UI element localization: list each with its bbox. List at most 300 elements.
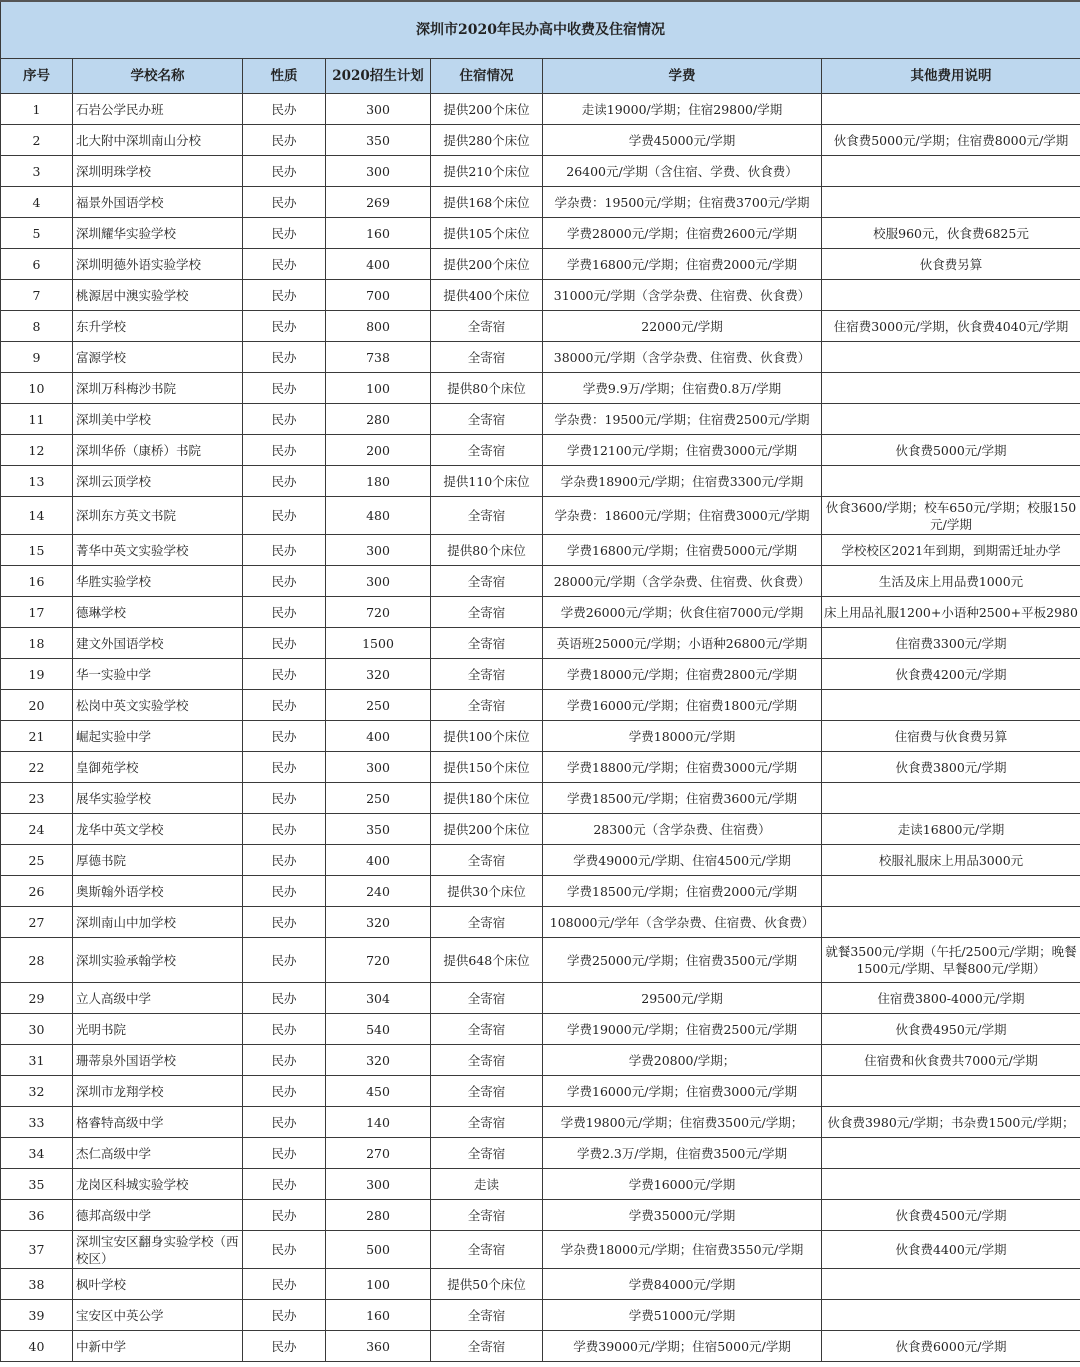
- school-type-cell: 民办: [243, 249, 326, 280]
- school-type-cell: 民办: [243, 342, 326, 373]
- tuition-cell: 学费19000元/学期；住宿费2500元/学期: [543, 1014, 822, 1045]
- tuition-cell: 学费16000元/学期；住宿费3000元/学期: [543, 1076, 822, 1107]
- school-type-cell: 民办: [243, 311, 326, 342]
- school-type-cell: 民办: [243, 1200, 326, 1231]
- table-row: [1, 1231, 1080, 1269]
- school-type-cell: 民办: [243, 125, 326, 156]
- school-type-cell: 民办: [243, 1300, 326, 1331]
- row-index-cell: 38: [1, 1269, 73, 1300]
- school-name-cell: 德琳学校: [73, 597, 243, 628]
- table-row: [1, 659, 1080, 690]
- school-name-cell: 皇御苑学校: [73, 752, 243, 783]
- enrollment-plan-cell: 320: [326, 1045, 431, 1076]
- boarding-cell: 全寄宿: [431, 1138, 543, 1169]
- row-index-cell: 22: [1, 752, 73, 783]
- tuition-cell: 26400元/学期（含住宿、学费、伙食费）: [543, 156, 822, 187]
- row-index-cell: 33: [1, 1107, 73, 1138]
- row-index-cell: 26: [1, 876, 73, 907]
- row-index-cell: 21: [1, 721, 73, 752]
- row-index-cell: 16: [1, 566, 73, 597]
- enrollment-plan-cell: 300: [326, 156, 431, 187]
- other-fees-cell: 伙食费3980元/学期；书杂费1500元/学期；: [822, 1107, 1080, 1138]
- tuition-cell: 学费18000元/学期: [543, 721, 822, 752]
- tuition-cell: 38000元/学期（含学杂费、住宿费、伙食费）: [543, 342, 822, 373]
- other-fees-cell: 伙食费4400元/学期: [822, 1231, 1080, 1269]
- tuition-cell: 学费9.9万/学期；住宿费0.8万/学期: [543, 373, 822, 404]
- tuition-cell: 学杂费：19500元/学期；住宿费2500元/学期: [543, 404, 822, 435]
- boarding-cell: 全寄宿: [431, 628, 543, 659]
- row-index-cell: 14: [1, 497, 73, 535]
- school-name-cell: 龙华中英文学校: [73, 814, 243, 845]
- boarding-cell: 提供110个床位: [431, 466, 543, 497]
- boarding-cell: 提供180个床位: [431, 783, 543, 814]
- other-fees-cell: 床上用品礼服1200+小语种2500+平板2980: [822, 597, 1080, 628]
- boarding-cell: 全寄宿: [431, 1300, 543, 1331]
- header-row: [1, 59, 1080, 94]
- table-row: [1, 466, 1080, 497]
- enrollment-plan-cell: 350: [326, 125, 431, 156]
- boarding-cell: 提供105个床位: [431, 218, 543, 249]
- other-fees-cell: 住宿费与伙食费另算: [822, 721, 1080, 752]
- row-index-cell: 19: [1, 659, 73, 690]
- school-name-cell: 菁华中英文实验学校: [73, 535, 243, 566]
- other-fees-cell: 伙食费3800元/学期: [822, 752, 1080, 783]
- tuition-cell: 学费16000元/学期；住宿费1800元/学期: [543, 690, 822, 721]
- other-fees-cell: 住宿费和伙食费共7000元/学期: [822, 1045, 1080, 1076]
- row-index-cell: 8: [1, 311, 73, 342]
- school-type-cell: 民办: [243, 466, 326, 497]
- tuition-cell: 学费18800元/学期；住宿费3000元/学期: [543, 752, 822, 783]
- table-row: [1, 721, 1080, 752]
- table-row: [1, 1107, 1080, 1138]
- boarding-cell: 提供200个床位: [431, 94, 543, 125]
- enrollment-plan-cell: 300: [326, 566, 431, 597]
- enrollment-plan-cell: 320: [326, 659, 431, 690]
- row-index-cell: 36: [1, 1200, 73, 1231]
- col-header-tuition: 学费: [543, 59, 822, 94]
- table-row: [1, 435, 1080, 466]
- tuition-cell: 学费16800元/学期；住宿费2000元/学期: [543, 249, 822, 280]
- tuition-cell: 28300元（含学杂费、住宿费）: [543, 814, 822, 845]
- row-index-cell: 24: [1, 814, 73, 845]
- school-type-cell: 民办: [243, 280, 326, 311]
- school-type-cell: 民办: [243, 535, 326, 566]
- col-header-school: 学校名称: [73, 59, 243, 94]
- school-type-cell: 民办: [243, 814, 326, 845]
- tuition-cell: 学费16000元/学期: [543, 1169, 822, 1200]
- school-name-cell: 龙岗区科城实验学校: [73, 1169, 243, 1200]
- row-index-cell: 32: [1, 1076, 73, 1107]
- enrollment-plan-cell: 140: [326, 1107, 431, 1138]
- tuition-cell: 学费25000元/学期；住宿费3500元/学期: [543, 938, 822, 983]
- table-row: [1, 125, 1080, 156]
- table-row: [1, 628, 1080, 659]
- school-type-cell: 民办: [243, 218, 326, 249]
- boarding-cell: 提供80个床位: [431, 535, 543, 566]
- row-index-cell: 15: [1, 535, 73, 566]
- enrollment-plan-cell: 300: [326, 1169, 431, 1200]
- row-index-cell: 6: [1, 249, 73, 280]
- school-name-cell: 深圳华侨（康桥）书院: [73, 435, 243, 466]
- title-row: [1, 1, 1080, 59]
- other-fees-cell: 伙食费4200元/学期: [822, 659, 1080, 690]
- table-row: [1, 280, 1080, 311]
- other-fees-cell: 伙食费6000元/学期: [822, 1331, 1080, 1362]
- boarding-cell: 提供210个床位: [431, 156, 543, 187]
- tuition-cell: 学费20800/学期；: [543, 1045, 822, 1076]
- other-fees-cell: [822, 1076, 1080, 1107]
- row-index-cell: 20: [1, 690, 73, 721]
- tuition-cell: 29500元/学期: [543, 983, 822, 1014]
- tuition-cell: 学费18500元/学期；住宿费2000元/学期: [543, 876, 822, 907]
- enrollment-plan-cell: 304: [326, 983, 431, 1014]
- school-type-cell: 民办: [243, 566, 326, 597]
- row-index-cell: 11: [1, 404, 73, 435]
- boarding-cell: 提供168个床位: [431, 187, 543, 218]
- school-name-cell: 宝安区中英公学: [73, 1300, 243, 1331]
- row-index-cell: 18: [1, 628, 73, 659]
- tuition-cell: 学费45000元/学期: [543, 125, 822, 156]
- enrollment-plan-cell: 280: [326, 1200, 431, 1231]
- school-name-cell: 展华实验学校: [73, 783, 243, 814]
- table-body: [1, 94, 1080, 1362]
- other-fees-cell: 住宿费3000元/学期，伙食费4040元/学期: [822, 311, 1080, 342]
- other-fees-cell: 伙食3600/学期；校车650元/学期；校服150元/学期: [822, 497, 1080, 535]
- enrollment-plan-cell: 280: [326, 404, 431, 435]
- enrollment-plan-cell: 1500: [326, 628, 431, 659]
- table-row: [1, 342, 1080, 373]
- table-row: [1, 1300, 1080, 1331]
- enrollment-plan-cell: 450: [326, 1076, 431, 1107]
- school-type-cell: 民办: [243, 659, 326, 690]
- tuition-cell: 学杂费18900元/学期；住宿费3300元/学期: [543, 466, 822, 497]
- enrollment-plan-cell: 360: [326, 1331, 431, 1362]
- row-index-cell: 10: [1, 373, 73, 404]
- school-name-cell: 格睿特高级中学: [73, 1107, 243, 1138]
- tuition-cell: 108000元/学年（含学杂费、住宿费、伙食费）: [543, 907, 822, 938]
- enrollment-plan-cell: 800: [326, 311, 431, 342]
- school-name-cell: 松岗中英文实验学校: [73, 690, 243, 721]
- enrollment-plan-cell: 180: [326, 466, 431, 497]
- school-name-cell: 崛起实验中学: [73, 721, 243, 752]
- school-type-cell: 民办: [243, 907, 326, 938]
- other-fees-cell: 伙食费4950元/学期: [822, 1014, 1080, 1045]
- school-name-cell: 枫叶学校: [73, 1269, 243, 1300]
- tuition-cell: 学费84000元/学期: [543, 1269, 822, 1300]
- enrollment-plan-cell: 720: [326, 597, 431, 628]
- school-type-cell: 民办: [243, 783, 326, 814]
- school-name-cell: 深圳宝安区翻身实验学校（西校区）: [73, 1231, 243, 1269]
- other-fees-cell: 伙食费5000元/学期: [822, 435, 1080, 466]
- school-type-cell: 民办: [243, 94, 326, 125]
- row-index-cell: 30: [1, 1014, 73, 1045]
- row-index-cell: 39: [1, 1300, 73, 1331]
- school-name-cell: 深圳云顶学校: [73, 466, 243, 497]
- school-type-cell: 民办: [243, 628, 326, 659]
- enrollment-plan-cell: 270: [326, 1138, 431, 1169]
- table-row: [1, 156, 1080, 187]
- table-row: [1, 1138, 1080, 1169]
- enrollment-plan-cell: 400: [326, 249, 431, 280]
- row-index-cell: 40: [1, 1331, 73, 1362]
- other-fees-cell: 伙食费5000元/学期；住宿费8000元/学期: [822, 125, 1080, 156]
- tuition-cell: 学杂费：19500元/学期；住宿费3700元/学期: [543, 187, 822, 218]
- school-type-cell: 民办: [243, 373, 326, 404]
- other-fees-cell: [822, 373, 1080, 404]
- col-header-enrollment: 2020招生计划: [326, 59, 431, 94]
- table-row: [1, 983, 1080, 1014]
- table-row: [1, 907, 1080, 938]
- table-row: [1, 690, 1080, 721]
- col-header-other-fees: 其他费用说明: [822, 59, 1080, 94]
- school-name-cell: 福景外国语学校: [73, 187, 243, 218]
- other-fees-cell: [822, 876, 1080, 907]
- school-type-cell: 民办: [243, 845, 326, 876]
- tuition-cell: 学杂费18000元/学期；住宿费3550元/学期: [543, 1231, 822, 1269]
- school-name-cell: 深圳东方英文书院: [73, 497, 243, 535]
- enrollment-plan-cell: 100: [326, 373, 431, 404]
- other-fees-cell: 走读16800元/学期: [822, 814, 1080, 845]
- other-fees-cell: [822, 1138, 1080, 1169]
- enrollment-plan-cell: 350: [326, 814, 431, 845]
- school-name-cell: 深圳耀华实验学校: [73, 218, 243, 249]
- tuition-cell: 走读19000/学期；住宿29800/学期: [543, 94, 822, 125]
- table-row: [1, 1200, 1080, 1231]
- school-name-cell: 深圳美中学校: [73, 404, 243, 435]
- other-fees-cell: [822, 783, 1080, 814]
- boarding-cell: 全寄宿: [431, 983, 543, 1014]
- tuition-cell: 31000元/学期（含学杂费、住宿费、伙食费）: [543, 280, 822, 311]
- row-index-cell: 2: [1, 125, 73, 156]
- row-index-cell: 31: [1, 1045, 73, 1076]
- table-row: [1, 1014, 1080, 1045]
- other-fees-cell: [822, 156, 1080, 187]
- other-fees-cell: [822, 280, 1080, 311]
- school-name-cell: 深圳南山中加学校: [73, 907, 243, 938]
- other-fees-cell: [822, 1300, 1080, 1331]
- table-row: [1, 373, 1080, 404]
- enrollment-plan-cell: 400: [326, 845, 431, 876]
- enrollment-plan-cell: 400: [326, 721, 431, 752]
- boarding-cell: 全寄宿: [431, 1331, 543, 1362]
- tuition-cell: 学费16800元/学期；住宿费5000元/学期: [543, 535, 822, 566]
- boarding-cell: 全寄宿: [431, 690, 543, 721]
- tuition-cell: 学费39000元/学期；住宿5000元/学期: [543, 1331, 822, 1362]
- school-type-cell: 民办: [243, 938, 326, 983]
- row-index-cell: 5: [1, 218, 73, 249]
- school-type-cell: 民办: [243, 597, 326, 628]
- other-fees-cell: 校服礼服床上用品3000元: [822, 845, 1080, 876]
- row-index-cell: 25: [1, 845, 73, 876]
- school-type-cell: 民办: [243, 752, 326, 783]
- row-index-cell: 3: [1, 156, 73, 187]
- table-row: [1, 752, 1080, 783]
- table-row: [1, 94, 1080, 125]
- school-type-cell: 民办: [243, 404, 326, 435]
- boarding-cell: 全寄宿: [431, 907, 543, 938]
- boarding-cell: 全寄宿: [431, 1076, 543, 1107]
- tuition-cell: 22000元/学期: [543, 311, 822, 342]
- enrollment-plan-cell: 240: [326, 876, 431, 907]
- school-name-cell: 立人高级中学: [73, 983, 243, 1014]
- table-row: [1, 938, 1080, 983]
- enrollment-plan-cell: 250: [326, 690, 431, 721]
- enrollment-plan-cell: 200: [326, 435, 431, 466]
- tuition-cell: 英语班25000元/学期；小语种26800元/学期: [543, 628, 822, 659]
- boarding-cell: 走读: [431, 1169, 543, 1200]
- school-name-cell: 光明书院: [73, 1014, 243, 1045]
- other-fees-cell: [822, 1269, 1080, 1300]
- boarding-cell: 提供100个床位: [431, 721, 543, 752]
- boarding-cell: 提供50个床位: [431, 1269, 543, 1300]
- row-index-cell: 34: [1, 1138, 73, 1169]
- school-type-cell: 民办: [243, 1076, 326, 1107]
- other-fees-cell: [822, 404, 1080, 435]
- boarding-cell: 提供200个床位: [431, 814, 543, 845]
- school-name-cell: 华一实验中学: [73, 659, 243, 690]
- enrollment-plan-cell: 720: [326, 938, 431, 983]
- table-row: [1, 566, 1080, 597]
- school-name-cell: 富源学校: [73, 342, 243, 373]
- other-fees-cell: 学校校区2021年到期，到期需迁址办学: [822, 535, 1080, 566]
- other-fees-cell: [822, 1169, 1080, 1200]
- boarding-cell: 全寄宿: [431, 311, 543, 342]
- tuition-cell: 学费18500元/学期；住宿费3600元/学期: [543, 783, 822, 814]
- boarding-cell: 提供30个床位: [431, 876, 543, 907]
- school-name-cell: 深圳明珠学校: [73, 156, 243, 187]
- row-index-cell: 13: [1, 466, 73, 497]
- school-name-cell: 建文外国语学校: [73, 628, 243, 659]
- boarding-cell: 全寄宿: [431, 404, 543, 435]
- boarding-cell: 全寄宿: [431, 1014, 543, 1045]
- school-type-cell: 民办: [243, 1169, 326, 1200]
- tuition-cell: 学费2.3万/学期，住宿费3500元/学期: [543, 1138, 822, 1169]
- school-type-cell: 民办: [243, 1231, 326, 1269]
- school-name-cell: 珊蒂泉外国语学校: [73, 1045, 243, 1076]
- school-type-cell: 民办: [243, 721, 326, 752]
- col-header-index: 序号: [1, 59, 73, 94]
- tuition-cell: 学费18000元/学期；住宿费2800元/学期: [543, 659, 822, 690]
- school-type-cell: 民办: [243, 1107, 326, 1138]
- row-index-cell: 27: [1, 907, 73, 938]
- school-type-cell: 民办: [243, 156, 326, 187]
- school-name-cell: 深圳实验承翰学校: [73, 938, 243, 983]
- table-row: [1, 497, 1080, 535]
- other-fees-cell: 住宿费3300元/学期: [822, 628, 1080, 659]
- other-fees-cell: 生活及床上用品费1000元: [822, 566, 1080, 597]
- school-type-cell: 民办: [243, 1014, 326, 1045]
- tuition-cell: 学费35000元/学期: [543, 1200, 822, 1231]
- boarding-cell: 全寄宿: [431, 497, 543, 535]
- school-name-cell: 厚德书院: [73, 845, 243, 876]
- table-row: [1, 814, 1080, 845]
- enrollment-plan-cell: 269: [326, 187, 431, 218]
- boarding-cell: 全寄宿: [431, 845, 543, 876]
- enrollment-plan-cell: 540: [326, 1014, 431, 1045]
- tuition-cell: 学费19800元/学期；住宿费3500元/学期；: [543, 1107, 822, 1138]
- boarding-cell: 提供200个床位: [431, 249, 543, 280]
- boarding-cell: 全寄宿: [431, 342, 543, 373]
- row-index-cell: 1: [1, 94, 73, 125]
- school-name-cell: 深圳明德外语实验学校: [73, 249, 243, 280]
- boarding-cell: 全寄宿: [431, 659, 543, 690]
- boarding-cell: 全寄宿: [431, 1200, 543, 1231]
- other-fees-cell: 住宿费3800-4000元/学期: [822, 983, 1080, 1014]
- school-type-cell: 民办: [243, 1269, 326, 1300]
- table-row: [1, 1269, 1080, 1300]
- other-fees-cell: 伙食费另算: [822, 249, 1080, 280]
- boarding-cell: 全寄宿: [431, 435, 543, 466]
- enrollment-plan-cell: 250: [326, 783, 431, 814]
- boarding-cell: 全寄宿: [431, 1045, 543, 1076]
- tuition-cell: 学费51000元/学期: [543, 1300, 822, 1331]
- boarding-cell: 提供648个床位: [431, 938, 543, 983]
- school-name-cell: 杰仁高级中学: [73, 1138, 243, 1169]
- enrollment-plan-cell: 300: [326, 535, 431, 566]
- boarding-cell: 提供80个床位: [431, 373, 543, 404]
- school-name-cell: 德邦高级中学: [73, 1200, 243, 1231]
- enrollment-plan-cell: 480: [326, 497, 431, 535]
- other-fees-cell: 伙食费4500元/学期: [822, 1200, 1080, 1231]
- table-row: [1, 218, 1080, 249]
- enrollment-plan-cell: 160: [326, 1300, 431, 1331]
- school-name-cell: 奥斯翰外语学校: [73, 876, 243, 907]
- row-index-cell: 12: [1, 435, 73, 466]
- school-name-cell: 东升学校: [73, 311, 243, 342]
- other-fees-cell: [822, 690, 1080, 721]
- boarding-cell: 提供280个床位: [431, 125, 543, 156]
- school-name-cell: 中新中学: [73, 1331, 243, 1362]
- row-index-cell: 28: [1, 938, 73, 983]
- table-row: [1, 187, 1080, 218]
- boarding-cell: 全寄宿: [431, 1231, 543, 1269]
- other-fees-cell: [822, 907, 1080, 938]
- table-row: [1, 311, 1080, 342]
- school-type-cell: 民办: [243, 1045, 326, 1076]
- other-fees-cell: [822, 187, 1080, 218]
- tuition-cell: 28000元/学期（含学杂费、住宿费、伙食费）: [543, 566, 822, 597]
- school-name-cell: 深圳市龙翔学校: [73, 1076, 243, 1107]
- enrollment-plan-cell: 300: [326, 94, 431, 125]
- boarding-cell: 全寄宿: [431, 597, 543, 628]
- enrollment-plan-cell: 160: [326, 218, 431, 249]
- school-type-cell: 民办: [243, 1331, 326, 1362]
- tuition-cell: 学费28000元/学期；住宿费2600元/学期: [543, 218, 822, 249]
- school-type-cell: 民办: [243, 1138, 326, 1169]
- table-row: [1, 1076, 1080, 1107]
- boarding-cell: 全寄宿: [431, 566, 543, 597]
- table-row: [1, 249, 1080, 280]
- school-type-cell: 民办: [243, 690, 326, 721]
- row-index-cell: 17: [1, 597, 73, 628]
- other-fees-cell: [822, 94, 1080, 125]
- enrollment-plan-cell: 500: [326, 1231, 431, 1269]
- other-fees-cell: 就餐3500元/学期（午托/2500元/学期；晚餐1500元/学期、早餐800元/学期）: [822, 938, 1080, 983]
- row-index-cell: 4: [1, 187, 73, 218]
- enrollment-plan-cell: 700: [326, 280, 431, 311]
- boarding-cell: 提供400个床位: [431, 280, 543, 311]
- row-index-cell: 29: [1, 983, 73, 1014]
- school-type-cell: 民办: [243, 187, 326, 218]
- boarding-cell: 全寄宿: [431, 1107, 543, 1138]
- row-index-cell: 9: [1, 342, 73, 373]
- tuition-cell: 学费49000元/学期、住宿4500元/学期: [543, 845, 822, 876]
- table-row: [1, 876, 1080, 907]
- row-index-cell: 7: [1, 280, 73, 311]
- school-name-cell: 桃源居中澳实验学校: [73, 280, 243, 311]
- enrollment-plan-cell: 320: [326, 907, 431, 938]
- tuition-cell: 学费12100元/学期；住宿费3000元/学期: [543, 435, 822, 466]
